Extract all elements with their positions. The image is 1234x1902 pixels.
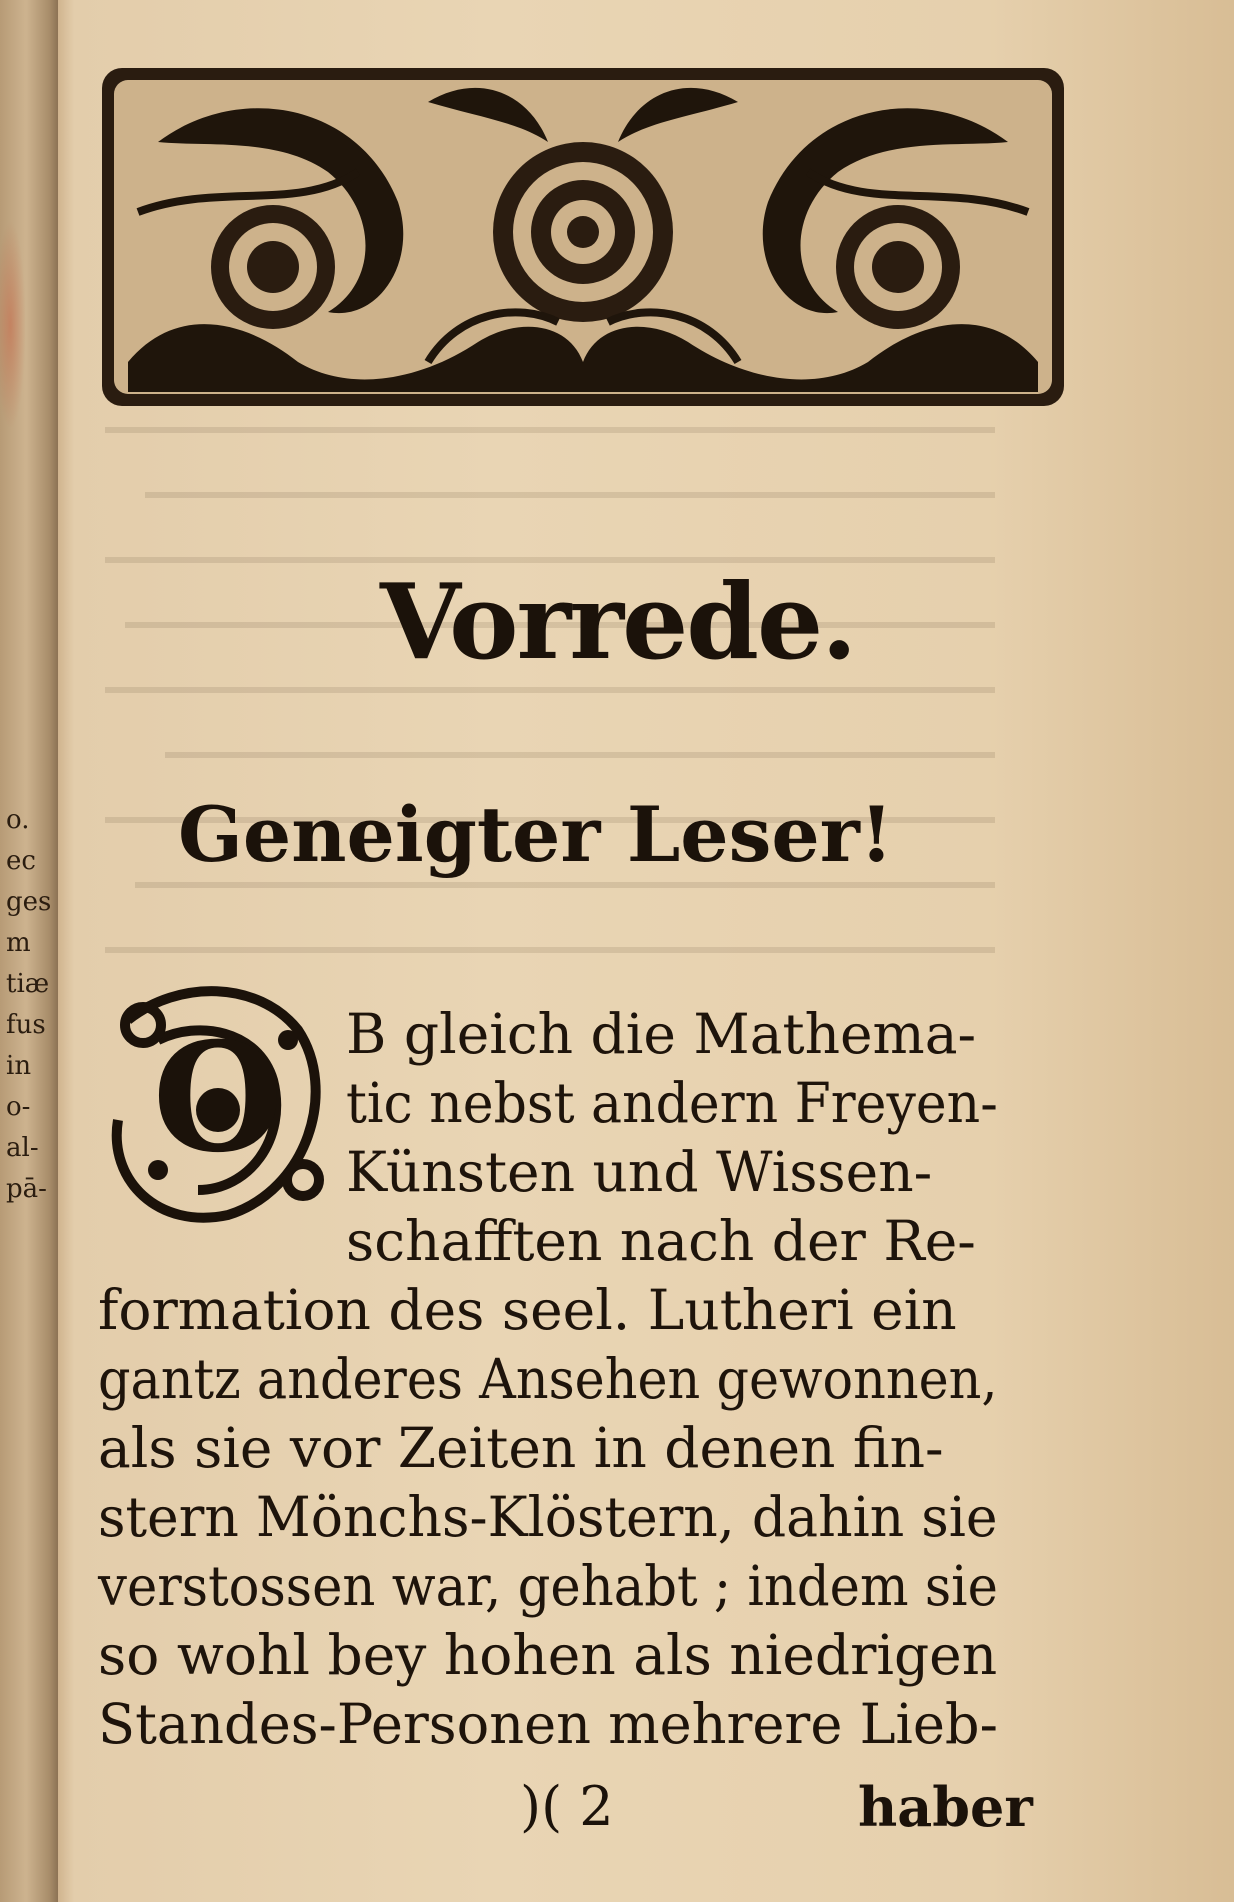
text-line: Künsten und Wissen- [346, 1140, 933, 1204]
fragment-line: o- [6, 1092, 31, 1122]
text-line: als sie vor Zeiten in denen fin- [98, 1416, 944, 1480]
ornamental-dropcap [98, 980, 338, 1230]
page-title: Vorrede. [380, 560, 856, 683]
floral-headpiece-ornament [98, 62, 1068, 412]
signature-mark: )( 2 [520, 1775, 614, 1838]
salutation: Geneigter Leser! [178, 790, 894, 879]
fragment-line: pā- [6, 1174, 47, 1204]
fragment-line: o. [6, 805, 30, 835]
fragment-line: al- [6, 1133, 39, 1163]
fragment-line: tiæ [6, 969, 50, 999]
bleed-through-texture [85, 400, 1005, 1073]
fragment-line: ec [6, 846, 36, 876]
text-line: verstossen war, gehabt ; indem sie [98, 1554, 998, 1618]
text-line: formation des seel. Lutheri ein [98, 1278, 957, 1342]
text-line: tic nebst andern Freyen- [346, 1071, 998, 1135]
text-line: Standes-Personen mehrere Lieb- [98, 1692, 998, 1756]
dropcap-letter: O [152, 1010, 284, 1186]
text-line: gantz anderes Ansehen gewonnen, [98, 1347, 998, 1411]
text-line: stern Mönchs-Klöstern, dahin sie [98, 1485, 998, 1549]
text-line: so wohl bey hohen als niedrigen [98, 1623, 998, 1687]
fragment-line: m [6, 928, 31, 958]
fragment-line: in [6, 1051, 32, 1081]
red-stain [0, 220, 26, 430]
text-line: B gleich die Mathema- [346, 1002, 977, 1066]
previous-page-fragment [6, 800, 52, 1210]
catchword: haber [858, 1775, 1033, 1839]
fragment-line: ges [6, 887, 52, 917]
text-line: schafften nach der Re- [346, 1209, 976, 1273]
fragment-line: fus [6, 1010, 46, 1040]
